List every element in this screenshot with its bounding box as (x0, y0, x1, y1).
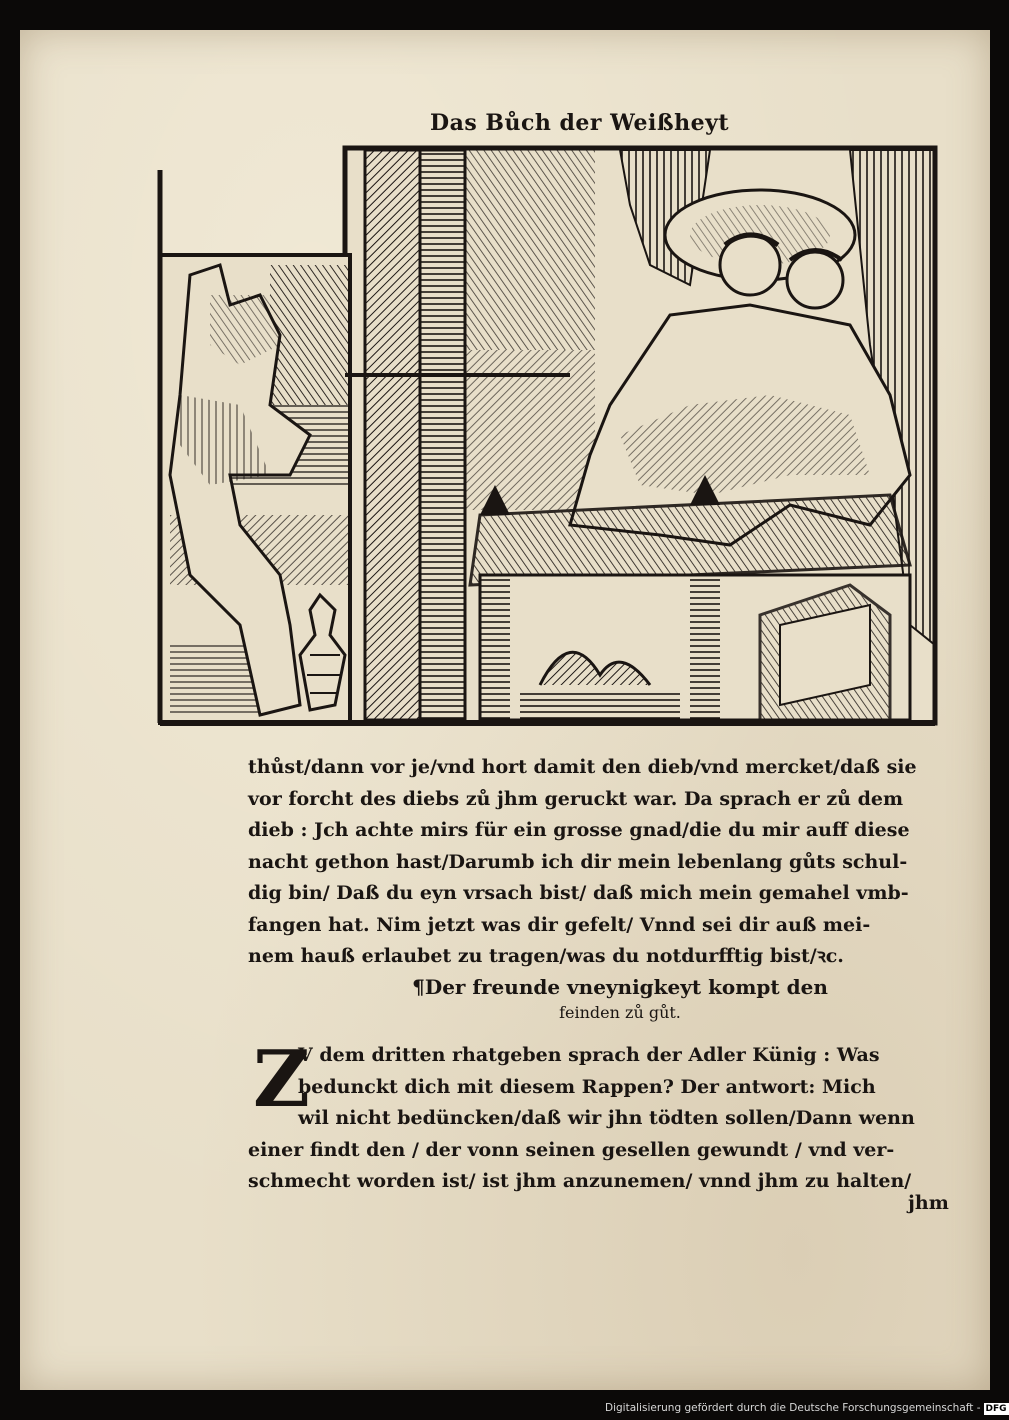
footer-text: Digitalisierung gefördert durch die Deutsche Forschungsgemeinschaft - (605, 1402, 981, 1414)
text-line: schmecht worden ist/ ist jhm anzunemen/ vnnd jhm zu halten/ (248, 1170, 912, 1192)
paragraph-mark-icon: ¶ (412, 975, 425, 999)
section-heading (380, 975, 860, 999)
catchword: jhm (908, 1192, 949, 1214)
heading-line-1: Der freunde vneynigkeyt kompt den (424, 975, 828, 999)
dfg-logo: DFG (985, 1404, 1007, 1414)
drop-cap-initial: Z (253, 1034, 310, 1125)
running-header: Das Bůch der Weißheyt (430, 110, 730, 136)
text-line: wil nicht bedüncken/daß wir jhn tödten sollen/Dann wenn (298, 1107, 915, 1129)
text-line: einer findt den / der vonn seinen gesellen gewundt / vnd ver- (248, 1138, 895, 1161)
text-line: dig bin/ Daß du eyn vrsach bist/ daß mich mein gemahel vmb- (248, 882, 909, 904)
woodcut-illustration (150, 145, 945, 735)
text-line: thůst/dann vor je/vnd hort damit den dieb/vnd mercket/daß sie (248, 756, 917, 778)
paragraph-2 (248, 1034, 948, 1198)
section-heading-line-2: feinden zů gůt. (559, 1003, 681, 1022)
text-line: bedunckt dich mit diesem Rappen? Der antwort: Mich (298, 1075, 876, 1098)
paragraph-1 (248, 752, 948, 973)
text-line: nacht gethon hast/Darumb ich dir mein lebenlang gůts schul- (248, 850, 908, 873)
text-line: vor forcht des diebs zů jhm geruckt war. Da sprach er zů dem (248, 787, 904, 810)
text-line: nem hauß erlaubet zu tragen/was du notdurfftig bist/ꝛc. (248, 945, 844, 967)
text-line: V dem dritten rhatgeben sprach der Adler Künig : Was (298, 1044, 880, 1066)
digitization-footer (605, 1400, 1007, 1416)
text-line: fangen hat. Nim jetzt was dir gefelt/ Vnnd sei dir auß mei- (248, 913, 871, 936)
text-line: dieb : Jch achte mirs für ein grosse gnad/die du mir auff diese (248, 819, 910, 841)
